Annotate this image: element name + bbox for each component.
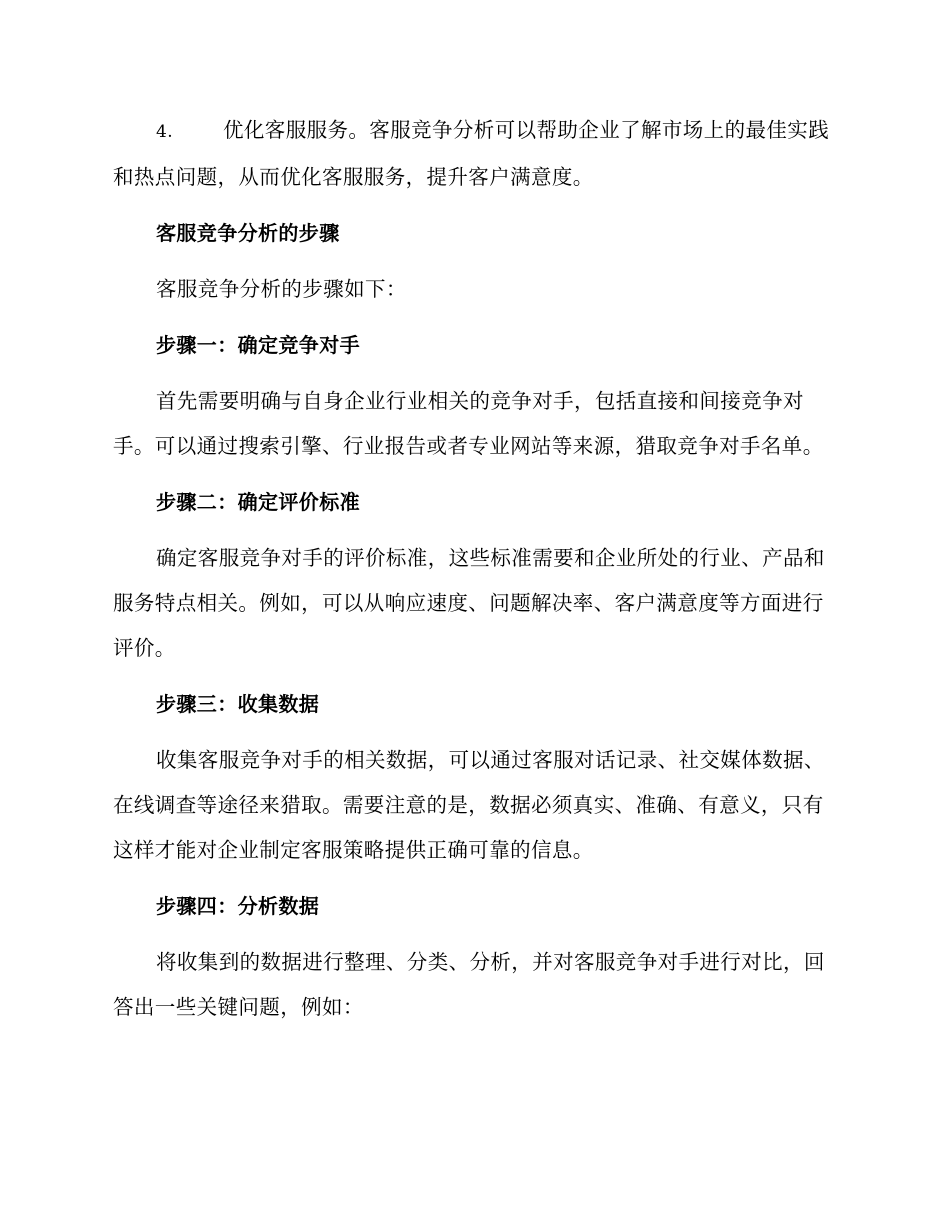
list-item-text: 优化客服服务。客服竞争分析可以帮助企业了解市场上的最佳实践和热点问题，从而优化客服服务，提升客户满意度。 [113, 118, 830, 189]
step-3-body: 收集客服竞争对手的相关数据，可以通过客服对话记录、社交媒体数据、在线调查等途径来猎取。需要注意的是，数据必须真实、准确、有意义，只有这样才能对企业制定客服策略提供正确可靠的信息。 [113, 748, 825, 862]
list-number: 4. [156, 122, 174, 142]
step-3-heading: 步骤三：收集数据 [156, 692, 320, 716]
document-body [113, 108, 835, 1030]
list-item-4 [113, 108, 835, 200]
step-4-body: 将收集到的数据进行整理、分类、分析，并对客服竞争对手进行对比，回答出一些关键问题，例如： [113, 950, 825, 1019]
step-4-heading: 步骤四：分析数据 [156, 894, 320, 918]
step-1-heading: 步骤一：确定竞争对手 [156, 333, 360, 357]
step-2-heading: 步骤二：确定评价标准 [156, 490, 360, 514]
step-2-body: 确定客服竞争对手的评价标准，这些标准需要和企业所处的行业、产品和服务特点相关。例如，可以从响应速度、问题解决率、客户满意度等方面进行评价。 [113, 546, 825, 660]
step-1-body: 首先需要明确与自身企业行业相关的竞争对手，包括直接和间接竞争对手。可以通过搜索引擎、行业报告或者专业网站等来源，猎取竞争对手名单。 [113, 389, 824, 458]
section-intro: 客服竞争分析的步骤如下： [156, 277, 407, 301]
section-heading: 客服竞争分析的步骤 [156, 221, 340, 245]
